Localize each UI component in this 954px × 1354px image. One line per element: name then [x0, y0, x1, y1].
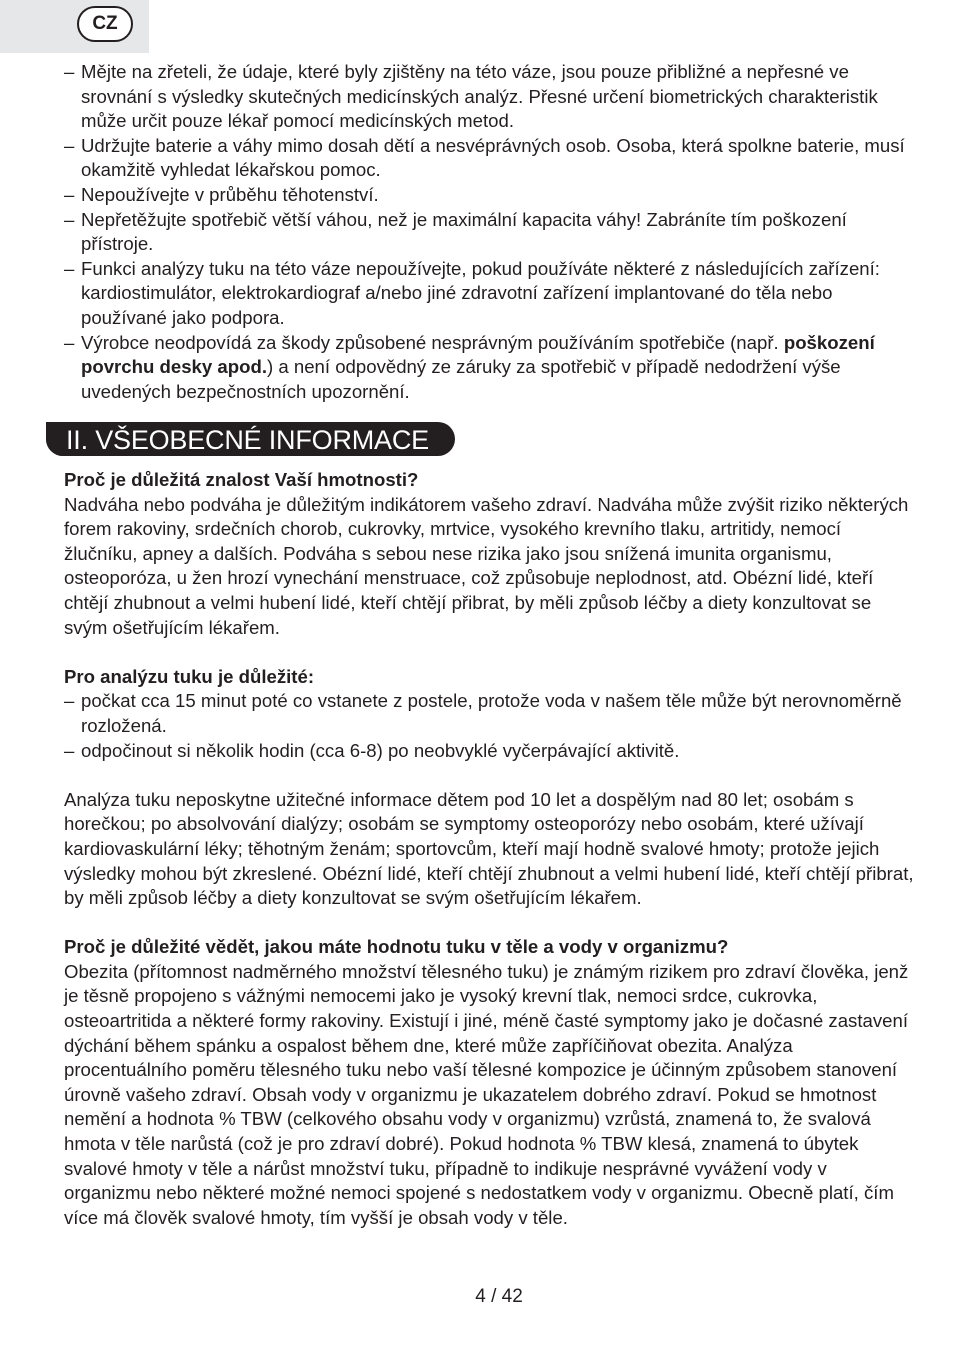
spacer: [64, 911, 914, 936]
fat-analysis-heading: Pro analýzu tuku je důležité:: [64, 665, 315, 687]
list-item: [64, 208, 914, 257]
list-item-text: počkat cca 15 minut poté co vstanete z postele, protože voda v našem těle může být nerovnoměrně rozložená.: [81, 690, 902, 736]
list-item: [64, 60, 914, 134]
list-dash: –: [64, 208, 75, 230]
list-item: [64, 689, 914, 738]
list-dash: –: [64, 183, 75, 205]
section-header: [46, 422, 455, 456]
list-item-text-after: ) a není odpovědný ze záruky za spotřebič v případě nedodržení výše uvedených bezpečnostních upozornění.: [81, 356, 841, 402]
list-item-text: Nepoužívejte v průběhu těhotenství.: [81, 183, 379, 205]
section-title: II. VŠEOBECNÉ INFORMACE: [66, 425, 429, 455]
list-dash: –: [64, 134, 75, 156]
fat-water-text: Obezita (přítomnost nadměrného množství tělesného tuku) je známým rizikem pro zdraví člověka, jenž je těsně propojeno s vážnými nemocemi jako je vysoký krevní tlak, nemoci srdce, cukrovka, osteoartritida a některé formy rakoviny. Existují i jiné, méně časté symptomy jako je dočasné zastavení dýchání během spánku a ospalost během dne, které může zapříčiňovat obezita. Analýza procentuálního poměru tělesného tuku nebo vaší tělesné kompozice je účinným způsobem stanovení úrovně vašeho zdraví. Obsah vody v organizmu je ukazatelem dobrého zdraví. Pokud se hmotnost nemění a hodnota % TBW (celkového obsahu vody v organizmu) vzrůstá, znamená to, že svalová hmota v těle narůstá (což je pro zdraví dobré). Pokud hodnota % TBW klesá, znamená to úbytek svalové hmoty v těle a nárůst množství tuku, případně to indikuje nesprávné vyvážení vody v organizmu nebo některé možné nemoci spojené s nedostatkem vody v organizmu. Obecně platí, čím více má člověk svalové hmoty, tím vyšší je obsah vody v těle.: [64, 960, 909, 1228]
list-item-text: Udržujte baterie a váhy mimo dosah dětí a nesvéprávných osob. Osoba, která spolkne baterie, musí okamžitě vyhledat lékařskou pomoc.: [81, 134, 905, 181]
list-item-text: odpočinout si několik hodin (cca 6-8) po neobvyklé vyčerpávající aktivitě.: [81, 739, 680, 761]
list-dash: –: [64, 61, 75, 82]
page-number: 4 / 42: [475, 1286, 523, 1307]
list-item-text: Nepřetěžujte spotřebič větší váhou, než je maximální kapacita váhy! Zabráníte tím poškození přístroje.: [81, 208, 847, 255]
language-tab: [0, 0, 149, 53]
list-item: [64, 739, 914, 764]
list-dash: –: [64, 331, 75, 353]
list-item-text: Mějte na zřeteli, že údaje, které byly zjištěny na této váze, jsou pouze přibližné a nepřesné ve srovnání s výsledky skutečných medicínských analýz. Přesné určení biometrických charakteristik může určit pouze lékař pomocí medicínských metod.: [81, 61, 878, 132]
list-item: [64, 183, 914, 208]
list-item: [64, 331, 914, 405]
list-item-text-bold: poškození povrchu desky apod.: [81, 331, 875, 378]
list-dash: –: [64, 739, 75, 761]
list-dash: –: [64, 690, 75, 712]
list-dash: –: [64, 257, 75, 279]
list-item: [64, 257, 914, 331]
weight-importance-text: Nadváha nebo podváha je důležitým indikátorem vašeho zdraví. Nadváha může zvýšit riziko některých forem rakoviny, srdečních chorob, cukrovky, mrtvice, vysokého krevního tlaku, artritidy, nemocí žlučníku, apney a dalších. Podváha s sebou nese rizika jako jsou snížená imunita organismu, osteoporóza, u žen hrozí vynechání menstruace, což způsobuje neplodnost, atd. Obézní lidé, kteří chtějí zhubnout a velmi hubení lidé, kteří chtějí přibrat, by měli způsob léčby a diety konzultovat se svým ošetřujícím lékařem.: [64, 493, 909, 638]
fat-analysis-note: Analýza tuku neposkytne užitečné informace dětem pod 10 let a dospělým nad 80 let; osobám s horečkou; po absolvování dialýzy; osobám se symptomy osteoporózy nebo osobám, které užívají kardiovaskulární léky; těhotným ženám; sportovcům, kteří mají hodně svalové hmoty; protože jejich výsledky mohou být zkreslené. Obézní lidé, kteří chtějí zhubnout a velmi hubení lidé, kteří chtějí přibrat, by měli způsob léčby a diety konzultovat se svým ošetřujícím lékařem.: [64, 788, 914, 909]
list-item-text: Funkci analýzy tuku na této váze nepoužívejte, pokud používáte některé z následujících zařízení: kardiostimulátor, elektrokardiograf a/nebo jiné zdravotní zařízení implantované do těla nebo používané jako podpora.: [81, 257, 880, 328]
spacer: [64, 763, 914, 788]
language-badge: CZ: [77, 6, 133, 42]
spacer: [64, 640, 914, 665]
weight-importance-heading: Proč je důležitá znalost Vaší hmotnosti?: [64, 469, 419, 490]
fat-water-heading: Proč je důležité vědět, jakou máte hodnotu tuku v těle a vody v organizmu?: [64, 936, 729, 958]
list-item-text-before: Výrobce neodpovídá za škody způsobené nesprávným používáním spotřebiče (např.: [81, 331, 784, 353]
list-item: [64, 134, 914, 183]
safety-warnings-list: [64, 60, 914, 404]
general-information-body: [64, 468, 914, 1230]
